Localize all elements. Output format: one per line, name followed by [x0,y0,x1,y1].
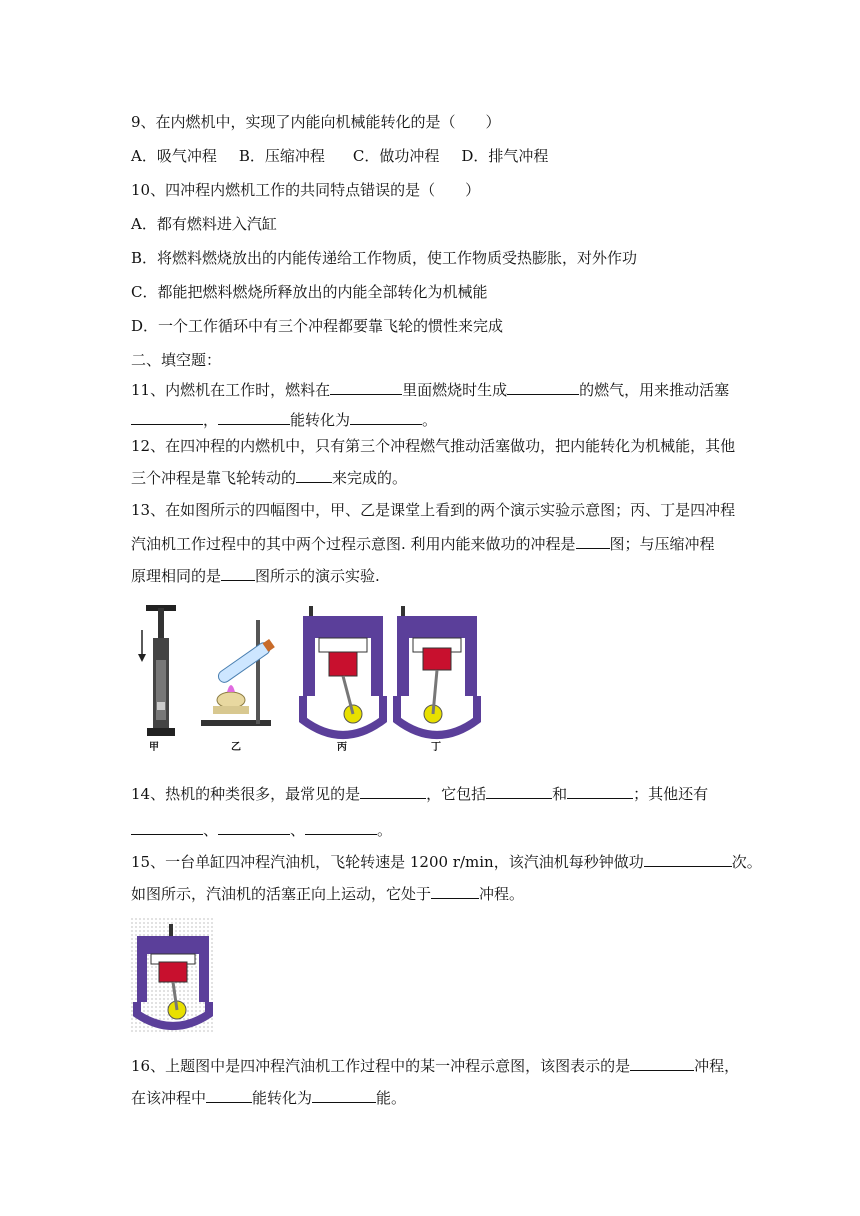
q15-line1 [131,850,762,872]
q15-engine-svg [131,918,215,1032]
q11-text-4: ， [203,411,219,429]
q11-text-1: 11、内燃机在工作时，燃料在 [131,381,331,399]
q12-text-2: 来完成的。 [332,469,408,487]
q14-line2 [131,818,392,840]
q14-text-1: 14、热机的种类很多，最常见的是 [131,785,361,803]
q10-stem: 10、四冲程内燃机工作的共同特点错误的是（ ） [131,181,481,199]
q13-text-2: 图；与压缩冲程 [609,535,715,553]
q13-text-4: 图所示的演示实验. [255,567,380,585]
q16-text-5: 能。 [376,1089,407,1107]
q11-text-3: 的燃气，用来推动活塞 [579,381,730,399]
q13-line3 [131,564,380,586]
q15-text-3: 如图所示，汽油机的活塞正向上运动，它处于 [131,885,432,903]
q14-sep-1: 、 [203,821,219,839]
q15-text-1: 15、一台单缸四冲程汽油机，飞轮转速是 1200 r/min，该汽油机每秒钟做功 [131,853,644,871]
q11-text-5: 能转化为 [290,411,351,429]
q16-text-4: 能转化为 [252,1089,313,1107]
figure-jia-fire-syringe [138,605,176,736]
q14-end: 。 [377,821,393,839]
q10-option-c: C．都能把燃料燃烧所释放出的内能全部转化为机械能 [131,283,488,301]
q11-line2 [131,408,437,430]
q15-blank-2[interactable] [431,882,479,899]
caption-yi: 乙 [231,742,241,753]
caption-bing: 丙 [337,742,347,753]
q16-text-3: 在该冲程中 [131,1089,207,1107]
q9-option-d: D．排气冲程 [461,147,549,165]
q13-line1: 13、在如图所示的四幅图中，甲、乙是课堂上看到的两个演示实验示意图；丙、丁是四冲程 [131,501,736,519]
q11-blank-4[interactable] [218,408,290,425]
q13-text-1: 汽油机工作过程中的其中两个过程示意图. 利用内能来做功的冲程是 [131,535,576,553]
q14-blank-5[interactable] [218,818,290,835]
q11-line1 [131,378,729,400]
q13-line2 [131,532,715,554]
q14-text-3: 和 [552,785,568,803]
q11-blank-3[interactable] [131,408,203,425]
q9-option-b: B．压缩冲程 [238,147,325,165]
q13-figure-svg [131,600,501,750]
q15-engine-figure [131,918,215,1032]
q11-text-6: 。 [422,411,438,429]
q13-figures [131,600,501,753]
q16-blank-2[interactable] [206,1086,252,1103]
q9-option-a: A．吸气冲程 [131,147,217,165]
q11-blank-2[interactable] [507,378,579,395]
q14-blank-1[interactable] [360,782,426,799]
figure-yi-test-tube [201,620,275,726]
caption-jia: 甲 [149,742,159,753]
q16-line1 [131,1054,739,1076]
q10-option-b: B．将燃料燃烧放出的内能传递给工作物质，使工作物质受热膨胀，对外作功 [131,249,638,267]
q16-text-2: 冲程， [694,1057,740,1075]
q14-blank-2[interactable] [486,782,552,799]
q16-blank-3[interactable] [312,1086,376,1103]
q16-line2 [131,1086,406,1108]
q12-line1: 12、在四冲程的内燃机中，只有第三个冲程燃气推动活塞做功，把内能转化为机械能，其他 [131,437,736,455]
q15-line2 [131,882,524,904]
q14-text-2: ，它包括 [426,785,487,803]
q16-text-1: 16、上题图中是四冲程汽油机工作过程中的某一冲程示意图，该图表示的是 [131,1057,631,1075]
q16-blank-1[interactable] [630,1054,694,1071]
q9-option-c: C．做功冲程 [352,147,440,165]
q13-blank-1[interactable] [576,532,610,549]
figure-bing-engine [303,606,383,735]
q11-blank-5[interactable] [350,408,422,425]
section-title: 二、填空题： [131,351,222,369]
q14-blank-4[interactable] [131,818,203,835]
figure-ding-engine [397,606,477,735]
q13-text-3: 原理相同的是 [131,567,222,585]
q11-text-2: 里面燃烧时生成 [402,381,508,399]
q12-blank[interactable] [296,466,332,483]
q11-blank-1[interactable] [330,378,402,395]
q14-line1 [131,782,708,804]
q14-sep-2: 、 [290,821,306,839]
caption-ding: 丁 [431,742,441,753]
q15-blank-1[interactable] [644,850,732,867]
q15-text-4: 冲程。 [479,885,525,903]
q9-options [131,146,548,166]
q10-option-d: D．一个工作循环中有三个冲程都要靠飞轮的惯性来完成 [131,317,504,335]
q10-option-a: A．都有燃料进入汽缸 [131,215,277,233]
q12-line2 [131,466,407,488]
q14-text-4: ；其他还有 [633,785,709,803]
q9-stem: 9、在内燃机中，实现了内能向机械能转化的是（ ） [131,113,501,131]
q14-blank-6[interactable] [305,818,377,835]
q15-text-2: 次。 [731,853,762,871]
q12-text-1: 三个冲程是靠飞轮转动的 [131,469,297,487]
q13-blank-2[interactable] [221,564,255,581]
q14-blank-3[interactable] [567,782,633,799]
